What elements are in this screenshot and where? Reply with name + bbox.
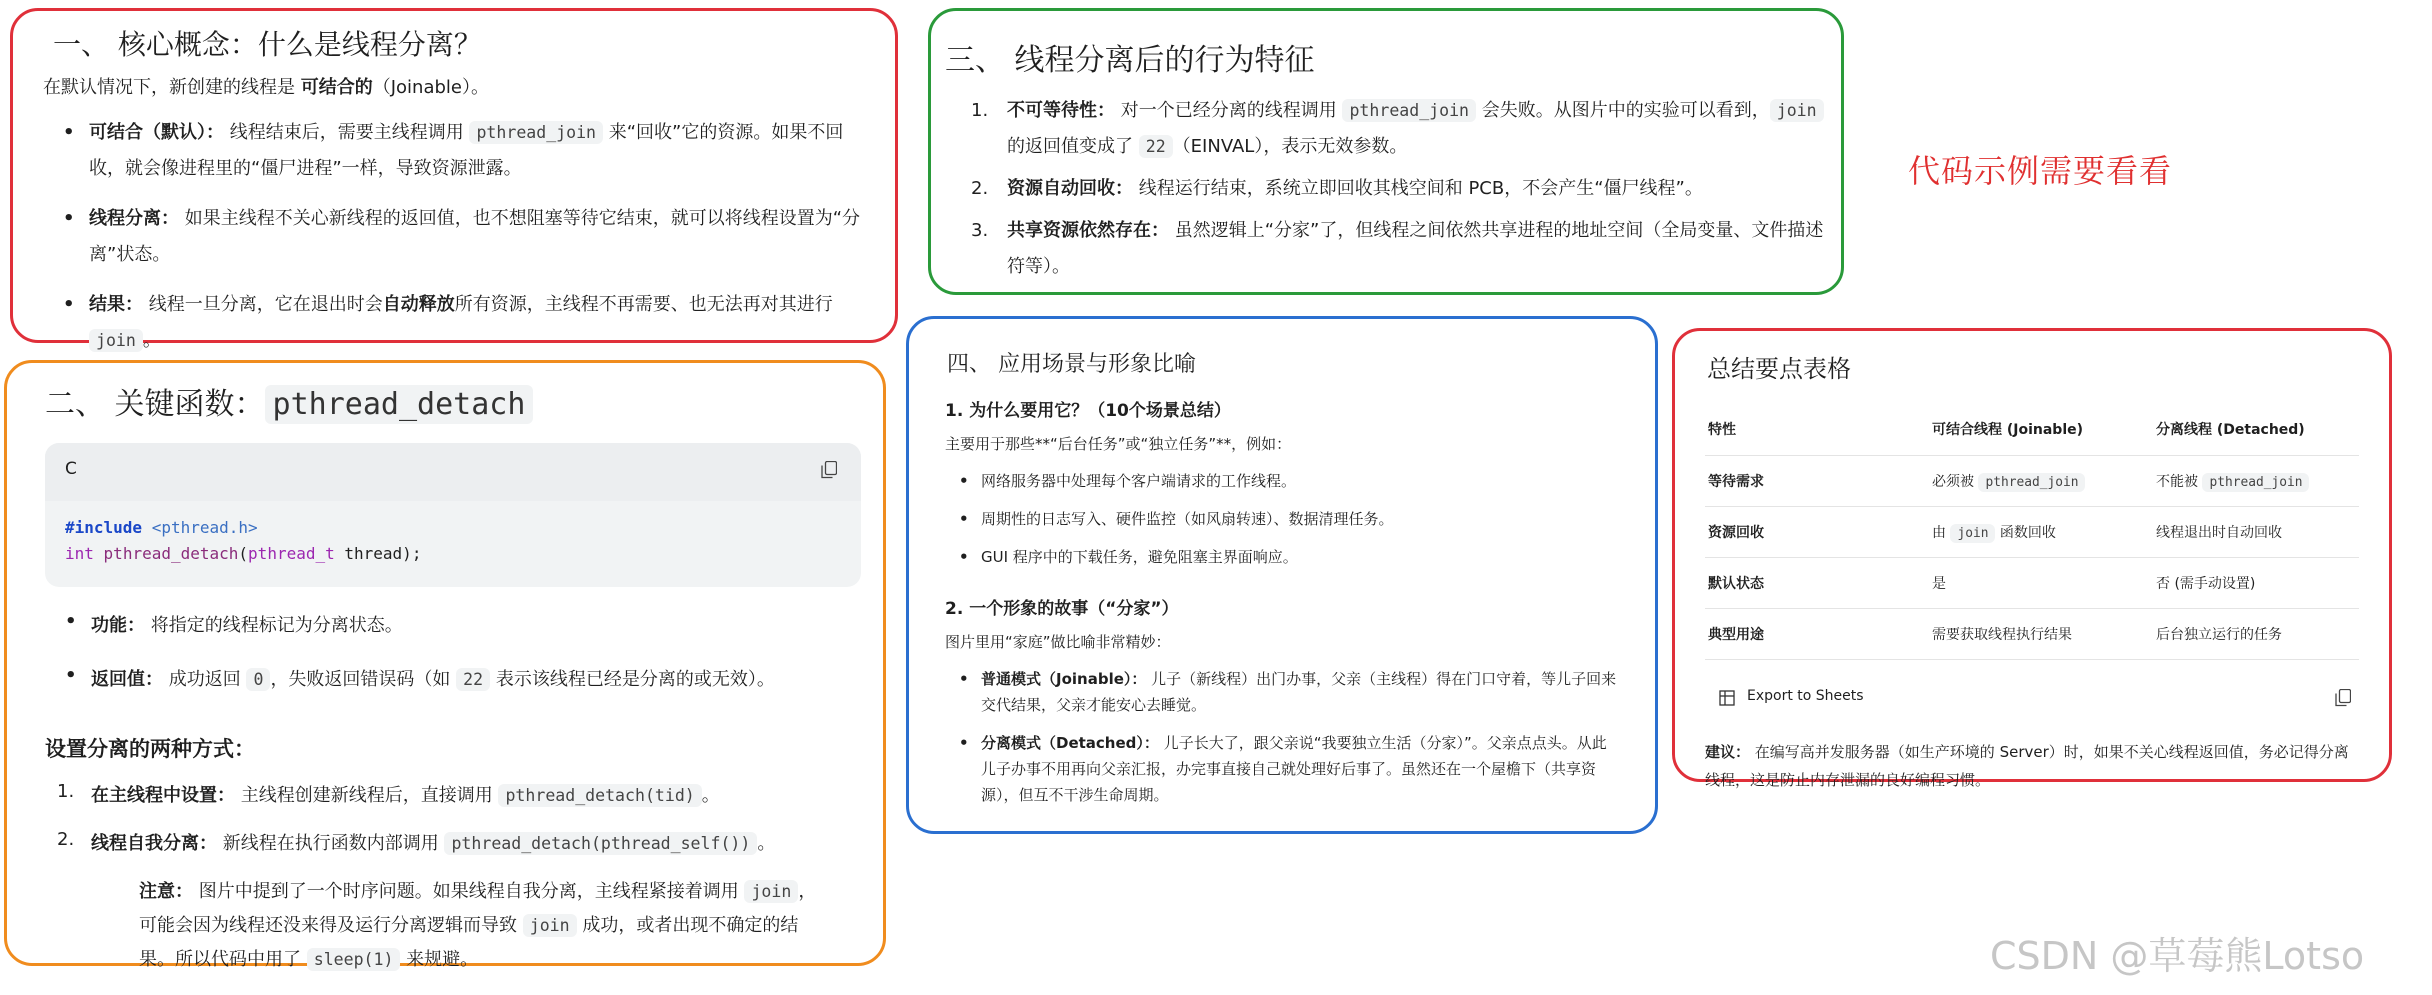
item-label: 资源自动回收： — [1007, 178, 1133, 199]
cell-text: 必须被 — [1932, 473, 1979, 490]
advice-text — [1705, 738, 2359, 794]
list-item: • 网络服务器中处理每个客户端请求的工作线程。 — [945, 468, 1619, 494]
item-text: （EINVAL），表示无效参数。 — [1172, 136, 1408, 157]
use-cases-panel — [906, 316, 1658, 834]
item-label: 可结合（默认）： — [89, 122, 224, 143]
section4-heading-1: 1. 为什么要用它？（10个场景总结） — [945, 401, 1231, 421]
table-cell: 需要获取线程执行结果 — [1929, 608, 2153, 659]
code-block — [45, 443, 861, 587]
item-text: 会失败。从图片中的实验可以看到， — [1476, 100, 1770, 121]
item-text: 如果主线程不关心新线程的返回值，也不想阻塞等待它结束，就可以将线程设置为“分离”状态。 — [89, 208, 861, 265]
item-label: 线程自我分离： — [91, 833, 217, 854]
cell-text: 函数回收 — [1995, 524, 2056, 541]
list-item — [43, 287, 865, 359]
table-row — [1705, 455, 2359, 506]
table-cell — [1929, 506, 2153, 557]
item-label: 在主线程中设置： — [91, 785, 235, 806]
section4-sub-2: 图片里用“家庭”做比喻非常精妙： — [945, 633, 1171, 651]
code-line — [65, 541, 841, 567]
handwritten-note: 代码示例需要看看 — [1908, 152, 2173, 190]
item-text: 。 — [142, 330, 161, 351]
item-text: 表示该线程已经是分离的或无效）。 — [490, 669, 775, 690]
item-label: 功能： — [91, 615, 145, 636]
list-number: 3. — [971, 220, 989, 241]
code-param-type: pthread_t — [248, 544, 335, 563]
list-item — [945, 666, 1619, 718]
list-item — [45, 781, 845, 807]
advice-label: 建议： — [1705, 742, 1751, 761]
intro-text: 在默认情况下，新创建的线程是 — [43, 77, 295, 98]
list-item — [945, 730, 1619, 808]
item-text: 线程结束后，需要主线程调用 — [229, 122, 470, 143]
item-label: 共享资源依然存在： — [1007, 220, 1169, 241]
table-grid-icon — [1719, 690, 1735, 706]
inline-code: join — [523, 914, 577, 937]
table-cell: 默认状态 — [1705, 557, 1929, 608]
code-language-label: C — [65, 459, 77, 479]
table-cell: 等待需求 — [1705, 455, 1929, 506]
item-text: 儿子（新线程）出门办事，父亲（主线程）得在门口守着，等儿子回来交代结果，父亲才能安心去睡觉。 — [981, 670, 1617, 714]
item-text: 将指定的线程标记为分离状态。 — [150, 615, 403, 636]
list-item: • 周期性的日志写入、硬件监控（如风扇转速）、数据清理任务。 — [945, 506, 1619, 532]
list-item — [945, 171, 1827, 207]
item-text: 线程一旦分离，它在退出时会 — [148, 294, 383, 315]
intro-text-end: （Joinable）。 — [372, 77, 489, 98]
list-item — [945, 93, 1827, 165]
table-cell: 否 (需手动设置) — [2153, 557, 2359, 608]
inline-code: join — [1950, 524, 1995, 543]
key-function-panel — [4, 360, 886, 970]
list-number: 1. — [971, 100, 989, 121]
item-label: 分离模式（Detached）： — [981, 734, 1159, 752]
table-cell: 典型用途 — [1705, 608, 1929, 659]
note-text: ，可能会因为线程还没来得及运行分离逻辑而导致 — [139, 881, 817, 936]
table-row — [1705, 506, 2359, 557]
core-concept-panel — [10, 8, 898, 351]
code-header: <pthread.h> — [151, 518, 258, 537]
section1-title: 一、 核心概念：什么是线程分离？ — [53, 28, 482, 61]
item-text: 的返回值变成了 — [1007, 136, 1139, 157]
inline-code: pthread_join — [469, 121, 603, 144]
code-paren: ( — [238, 544, 249, 563]
item-text: 新线程在执行函数内部调用 — [222, 833, 445, 854]
title-code: pthread_detach — [265, 385, 534, 424]
table-header-row — [1705, 404, 2359, 455]
item-text: 来“回收”它的资源。如果不回收，就会像进程里的“僵尸进程”一样，导致资源泄露。 — [89, 122, 844, 179]
table-cell: 后台独立运行的任务 — [2153, 608, 2359, 659]
item-text: 成功返回 — [168, 669, 247, 690]
section5-title: 总结要点表格 — [1707, 355, 1851, 383]
list-item — [45, 611, 845, 637]
item-label: 线程分离： — [89, 208, 179, 229]
summary-table-panel — [1672, 328, 2392, 789]
item-text: 所有资源，主线程不再需要、也无法再对其进行 — [454, 294, 833, 315]
section4-title: 四、 应用场景与形象比喻 — [947, 352, 1196, 377]
copy-icon[interactable] — [821, 461, 837, 479]
behavior-panel — [928, 8, 1844, 295]
cell-text: 由 — [1932, 524, 1951, 541]
item-label: 结果： — [89, 294, 143, 315]
list-number: 2. — [971, 178, 989, 199]
watermark: CSDN @草莓熊Lotso — [1990, 934, 2365, 978]
export-to-sheets-button[interactable] — [1705, 688, 2359, 708]
item-text: 主线程创建新线程后，直接调用 — [240, 785, 499, 806]
code-block-body — [45, 501, 861, 581]
item-text: 虽然逻辑上“分家”了，但线程之间依然共享进程的地址空间（全局变量、文件描述符等）。 — [1007, 220, 1824, 277]
table-row — [1705, 608, 2359, 659]
inline-code: 22 — [456, 668, 490, 691]
item-bold: 自动释放 — [382, 294, 455, 315]
list-item — [945, 213, 1827, 285]
summary-table — [1705, 404, 2359, 660]
item-text: 对一个已经分离的线程调用 — [1120, 100, 1343, 121]
list-item — [43, 201, 865, 273]
inline-code: join — [89, 329, 143, 352]
inline-code: 22 — [1139, 135, 1173, 158]
intro-bold: 可结合的 — [300, 77, 373, 98]
inline-code: pthread_join — [1978, 473, 2085, 492]
copy-icon[interactable] — [2335, 689, 2351, 707]
note-text: 成功，或者出现不确定的结果。所以代码中用了 — [139, 915, 799, 970]
list-item — [45, 665, 845, 691]
code-block-header — [45, 443, 861, 501]
table-row — [1705, 557, 2359, 608]
section4-sub-1: 主要用于那些**“后台任务”或“独立任务”**，例如： — [945, 435, 1292, 453]
table-header: 特性 — [1705, 404, 1929, 455]
list-item: • GUI 程序中的下载任务，避免阻塞主界面响应。 — [945, 544, 1619, 570]
inline-code: sleep(1) — [307, 948, 401, 971]
table-cell: 线程退出时自动回收 — [2153, 506, 2359, 557]
table-cell: 是 — [1929, 557, 2153, 608]
table-cell — [1929, 455, 2153, 506]
inline-code: pthread_join — [1342, 99, 1476, 122]
item-label: 普通模式（Joinable）： — [981, 670, 1147, 688]
inline-code: join — [1770, 99, 1824, 122]
inline-code: pthread_detach(tid) — [498, 784, 701, 807]
code-keyword: #include — [65, 518, 143, 537]
item-label: 不可等待性： — [1007, 100, 1115, 121]
section2-subtitle: 设置分离的两种方式： — [45, 737, 255, 761]
note-text: 来规避。 — [400, 949, 479, 970]
inline-code: pthread_detach(pthread_self()) — [444, 832, 757, 855]
code-rest: thread); — [334, 544, 422, 563]
advice-body: 在编写高并发服务器（如生产环境的 Server）时，如果不关心线程返回值，务必记得分离线程，这是防止内存泄漏的良好编程习惯。 — [1705, 742, 2349, 789]
inline-code: pthread_join — [2202, 473, 2309, 492]
table-header: 可结合线程 (Joinable) — [1929, 404, 2153, 455]
list-number: 1. — [57, 781, 75, 802]
code-function: pthread_detach — [103, 544, 239, 563]
inline-code: 0 — [246, 668, 270, 691]
item-text: 线程运行结束，系统立即回收其栈空间和 PCB，不会产生“僵尸线程”。 — [1138, 178, 1703, 199]
note-text: 图片中提到了一个时序问题。如果线程自我分离，主线程紧接着调用 — [198, 881, 745, 902]
section1-intro — [43, 73, 865, 99]
list-item — [45, 829, 845, 855]
export-label: Export to Sheets — [1747, 687, 1864, 704]
code-type: int — [65, 544, 94, 563]
list-item — [43, 115, 865, 187]
item-text: 儿子长大了，跟父亲说“我要独立生活（分家）”。父亲点点头。从此儿子办事不用再向父亲汇报，办完事直接自己就处理好后事了。虽然还在一个屋檐下（共享资源），但互不干涉生命周期。 — [981, 734, 1607, 804]
list-number: 2. — [57, 829, 75, 850]
item-text: ，失败返回错误码（如 — [270, 669, 457, 690]
note-block — [139, 875, 819, 977]
table-cell — [2153, 455, 2359, 506]
section3-title: 三、 线程分离后的行为特征 — [945, 43, 1315, 78]
title-text: 二、 关键函数： — [45, 387, 265, 422]
code-line — [65, 515, 841, 541]
cell-text: 不能被 — [2156, 473, 2203, 490]
note-label: 注意： — [139, 881, 193, 902]
item-text: 。 — [757, 833, 776, 854]
item-label: 返回值： — [91, 669, 163, 690]
table-cell: 资源回收 — [1705, 506, 1929, 557]
section4-heading-2: 2. 一个形象的故事（“分家”） — [945, 599, 1179, 619]
section2-title — [45, 379, 845, 423]
item-text: 。 — [701, 785, 720, 806]
inline-code: join — [744, 880, 798, 903]
table-header: 分离线程 (Detached) — [2153, 404, 2359, 455]
